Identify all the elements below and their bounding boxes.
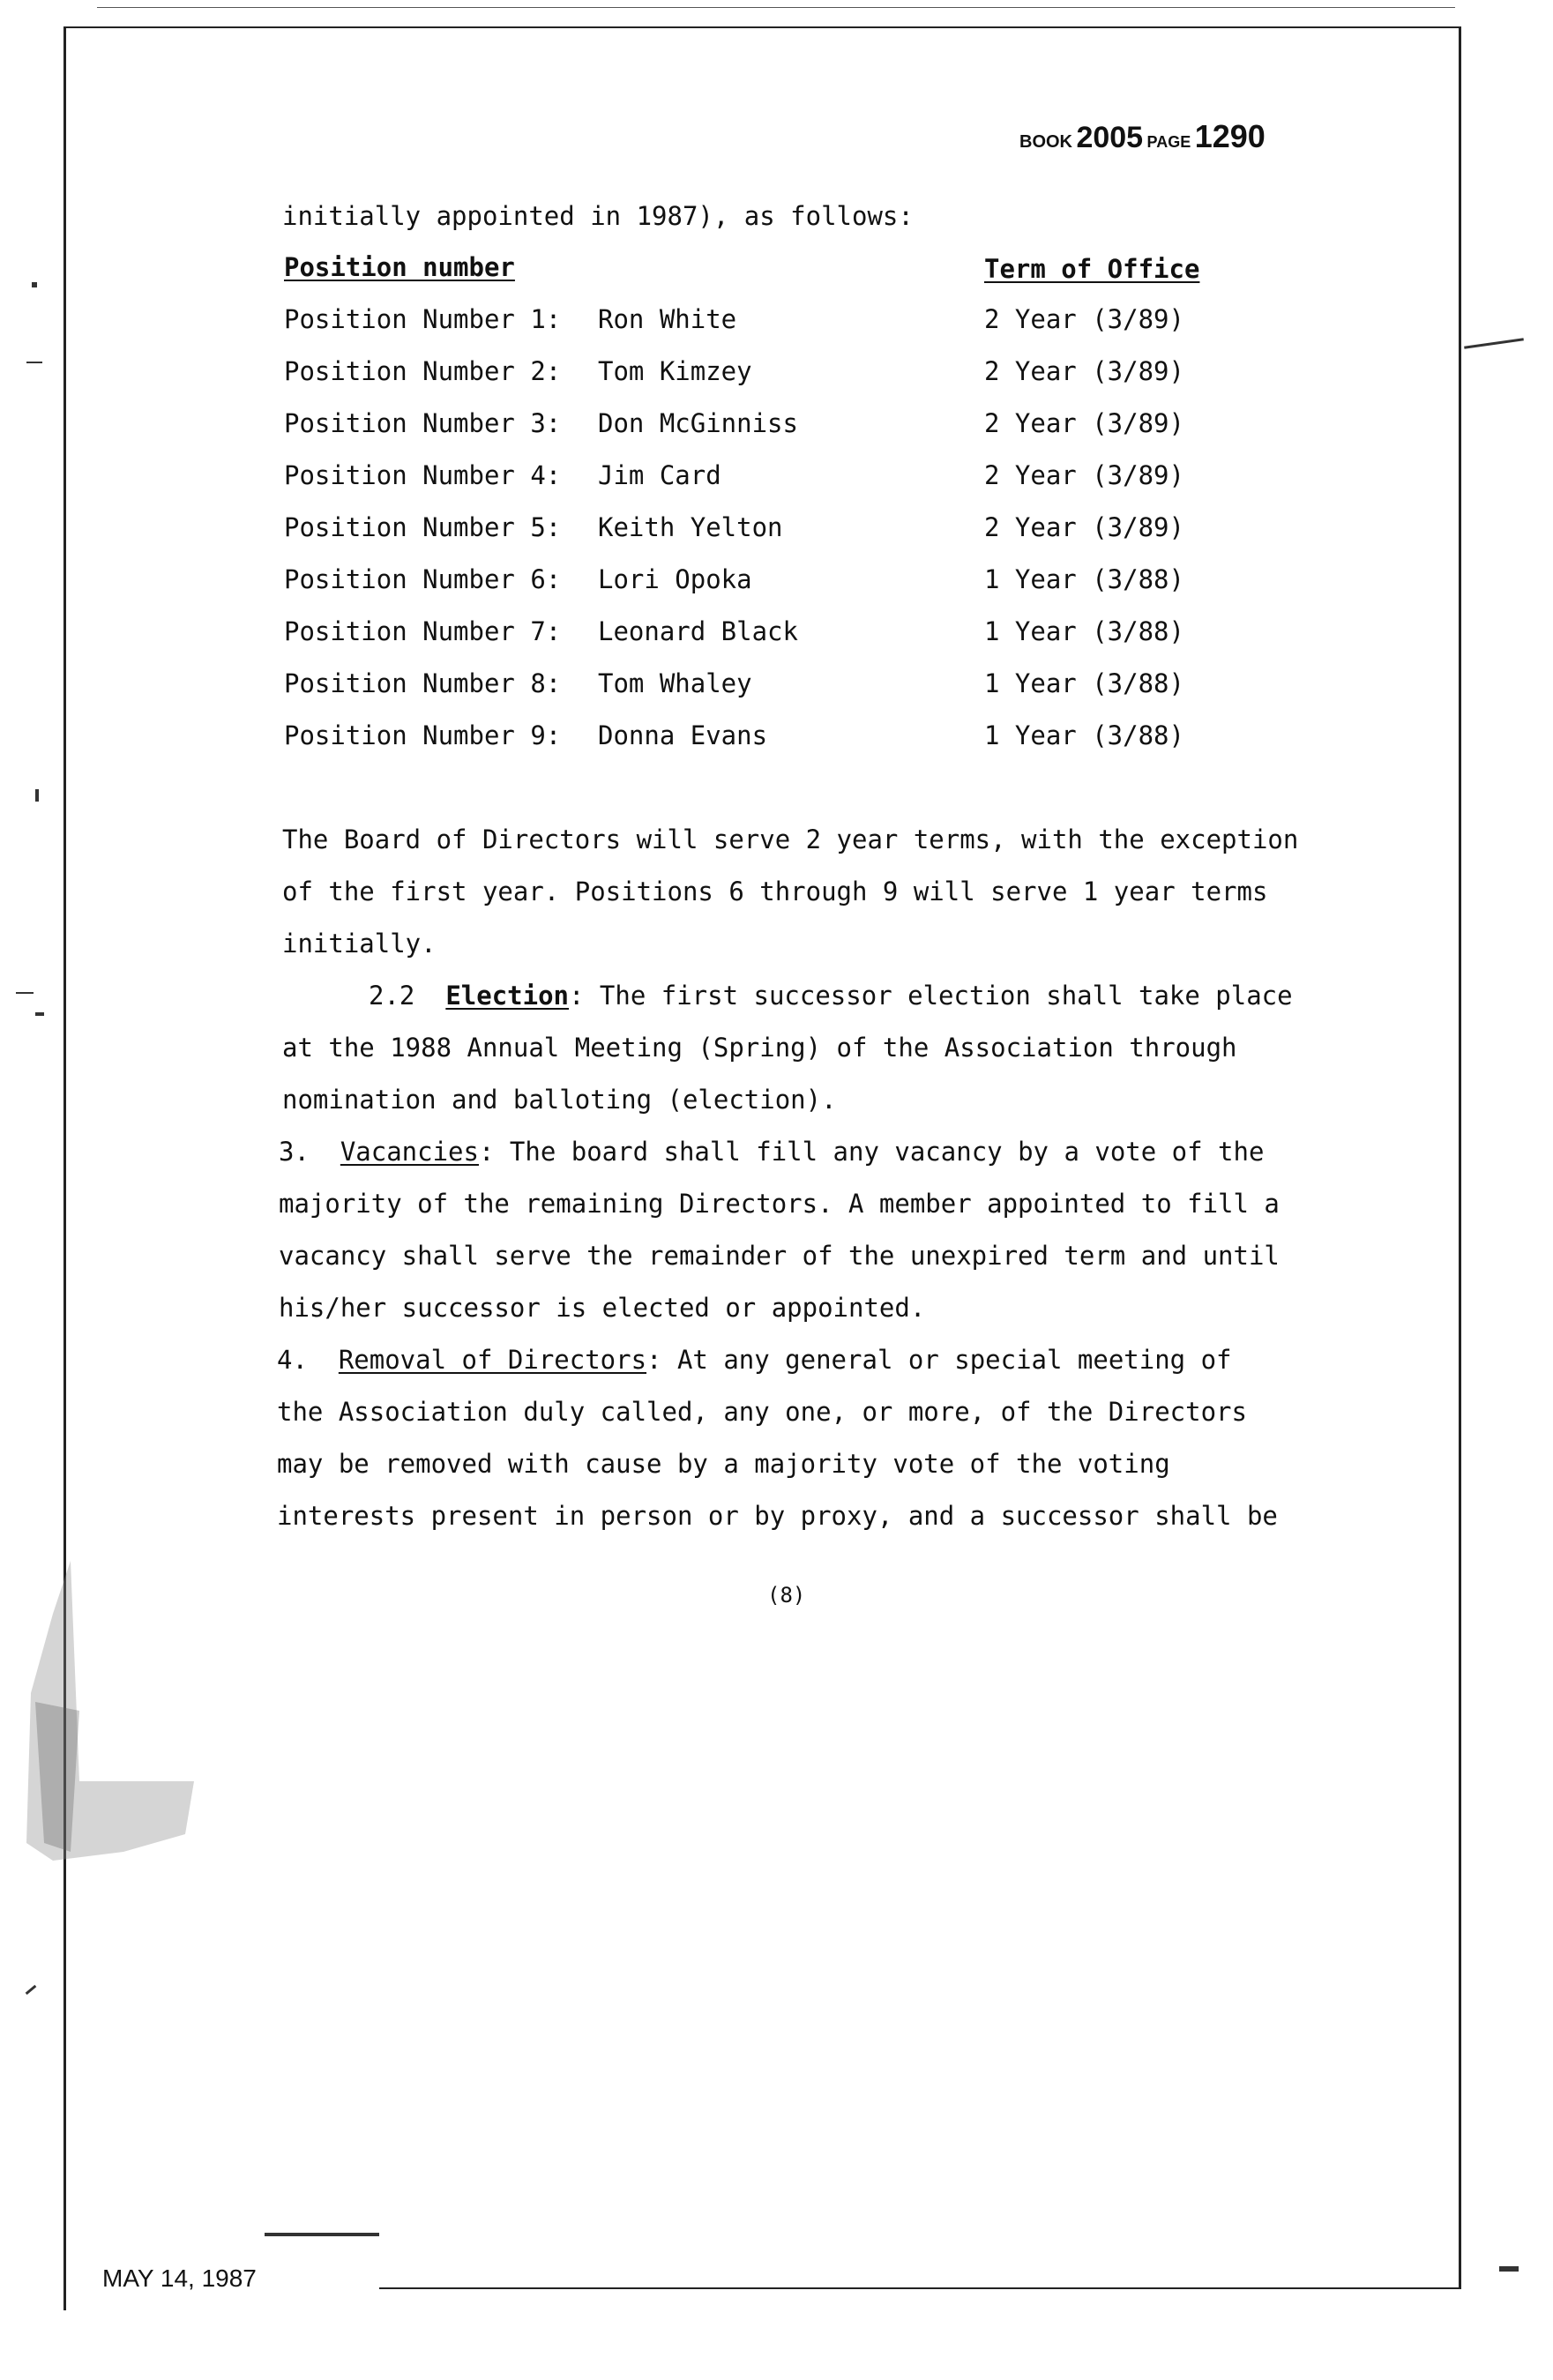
scan-speck [35,789,39,802]
name-cell: Don McGinniss [598,408,798,438]
book-number: 2005 [1076,121,1144,154]
paragraph-line: of the first year. Positions 6 through 9 will serve 1 year terms [282,877,1268,906]
section-line-text: : The first successor election shall take place [569,981,1293,1011]
position-cell: Position Number 8: [284,668,562,698]
table-header-term: Term of Office [984,254,1200,284]
position-cell: Position Number 1: [284,304,562,334]
position-cell: Position Number 3: [284,408,562,438]
position-cell: Position Number 6: [284,564,562,594]
table-row [0,356,1553,392]
name-cell: Donna Evans [598,720,768,750]
table-row [0,512,1553,548]
position-cell: Position Number 5: [284,512,562,542]
table-row [0,564,1553,600]
paragraph-line: may be removed with cause by a majority vote of the voting [277,1449,1170,1479]
section-heading: Election [445,981,569,1011]
paragraph-line: vacancy shall serve the remainder of the unexpired term and until [279,1241,1280,1271]
paragraph-line: nomination and balloting (election). [282,1085,837,1115]
section-first-line [277,1345,1232,1375]
term-cell: 1 Year (3/88) [984,720,1184,750]
table-header-position: Position number [284,252,515,282]
page-number-footer: (8) [767,1583,806,1608]
intro-line: initially appointed in 1987), as follows: [282,201,914,231]
paragraph-line: the Association duly called, any one, or more, of the Directors [277,1397,1247,1427]
section-number: 4. [277,1345,308,1375]
scan-speck [35,1012,44,1016]
section-heading: Vacancies [340,1137,479,1167]
scan-speck [16,992,34,994]
book-label: BOOK [1019,132,1072,152]
scan-smudge [18,1561,194,1878]
paragraph-line: his/her successor is elected or appointed. [279,1293,926,1323]
paragraph-line: initially. [282,929,437,959]
position-cell: Position Number 2: [284,356,562,386]
paragraph-line: majority of the remaining Directors. A member appointed to fill a [279,1189,1280,1219]
term-cell: 2 Year (3/89) [984,512,1184,542]
table-row [0,720,1553,756]
scan-speck [26,1985,37,1995]
section-first-line [279,1137,1264,1167]
table-row [0,408,1553,444]
name-cell: Keith Yelton [598,512,783,542]
frame-top-edge-line [97,7,1455,8]
book-page-stamp [1019,118,1266,155]
frame-top-line [63,26,1460,28]
frame-bottom-line [379,2287,1460,2289]
paragraph-line: at the 1988 Annual Meeting (Spring) of the Association through [282,1033,1237,1063]
name-cell: Tom Whaley [598,668,752,698]
date-stamp: MAY 14, 1987 [102,2264,257,2292]
position-cell: Position Number 7: [284,616,562,646]
section-number: 2.2 [369,981,415,1011]
term-cell: 2 Year (3/89) [984,460,1184,490]
page-label: PAGE [1146,133,1191,151]
term-cell: 2 Year (3/89) [984,356,1184,386]
table-row [0,460,1553,496]
table-row [0,668,1553,704]
scan-speck [1464,338,1524,348]
section-number: 3. [279,1137,310,1167]
name-cell: Lori Opoka [598,564,752,594]
scan-speck [1499,2266,1519,2272]
section-heading: Removal of Directors [338,1345,647,1375]
table-row [0,616,1553,652]
term-cell: 1 Year (3/88) [984,668,1184,698]
paragraph-line: interests present in person or by proxy, and a successor shall be [277,1501,1278,1531]
name-cell: Leonard Black [598,616,798,646]
table-row [0,304,1553,339]
page-number: 1290 [1194,118,1266,154]
section-line-text: : The board shall fill any vacancy by a vote of the [478,1137,1265,1167]
scan-speck [265,2233,379,2236]
term-cell: 1 Year (3/88) [984,616,1184,646]
term-cell: 2 Year (3/89) [984,304,1184,334]
position-cell: Position Number 4: [284,460,562,490]
term-cell: 1 Year (3/88) [984,564,1184,594]
position-cell: Position Number 9: [284,720,562,750]
paragraph-line: The Board of Directors will serve 2 year terms, with the exception [282,824,1299,854]
section-first-line [369,981,1293,1011]
section-line-text: : At any general or special meeting of [646,1345,1232,1375]
name-cell: Ron White [598,304,737,334]
term-cell: 2 Year (3/89) [984,408,1184,438]
scan-speck [32,282,37,287]
name-cell: Tom Kimzey [598,356,752,386]
name-cell: Jim Card [598,460,721,490]
